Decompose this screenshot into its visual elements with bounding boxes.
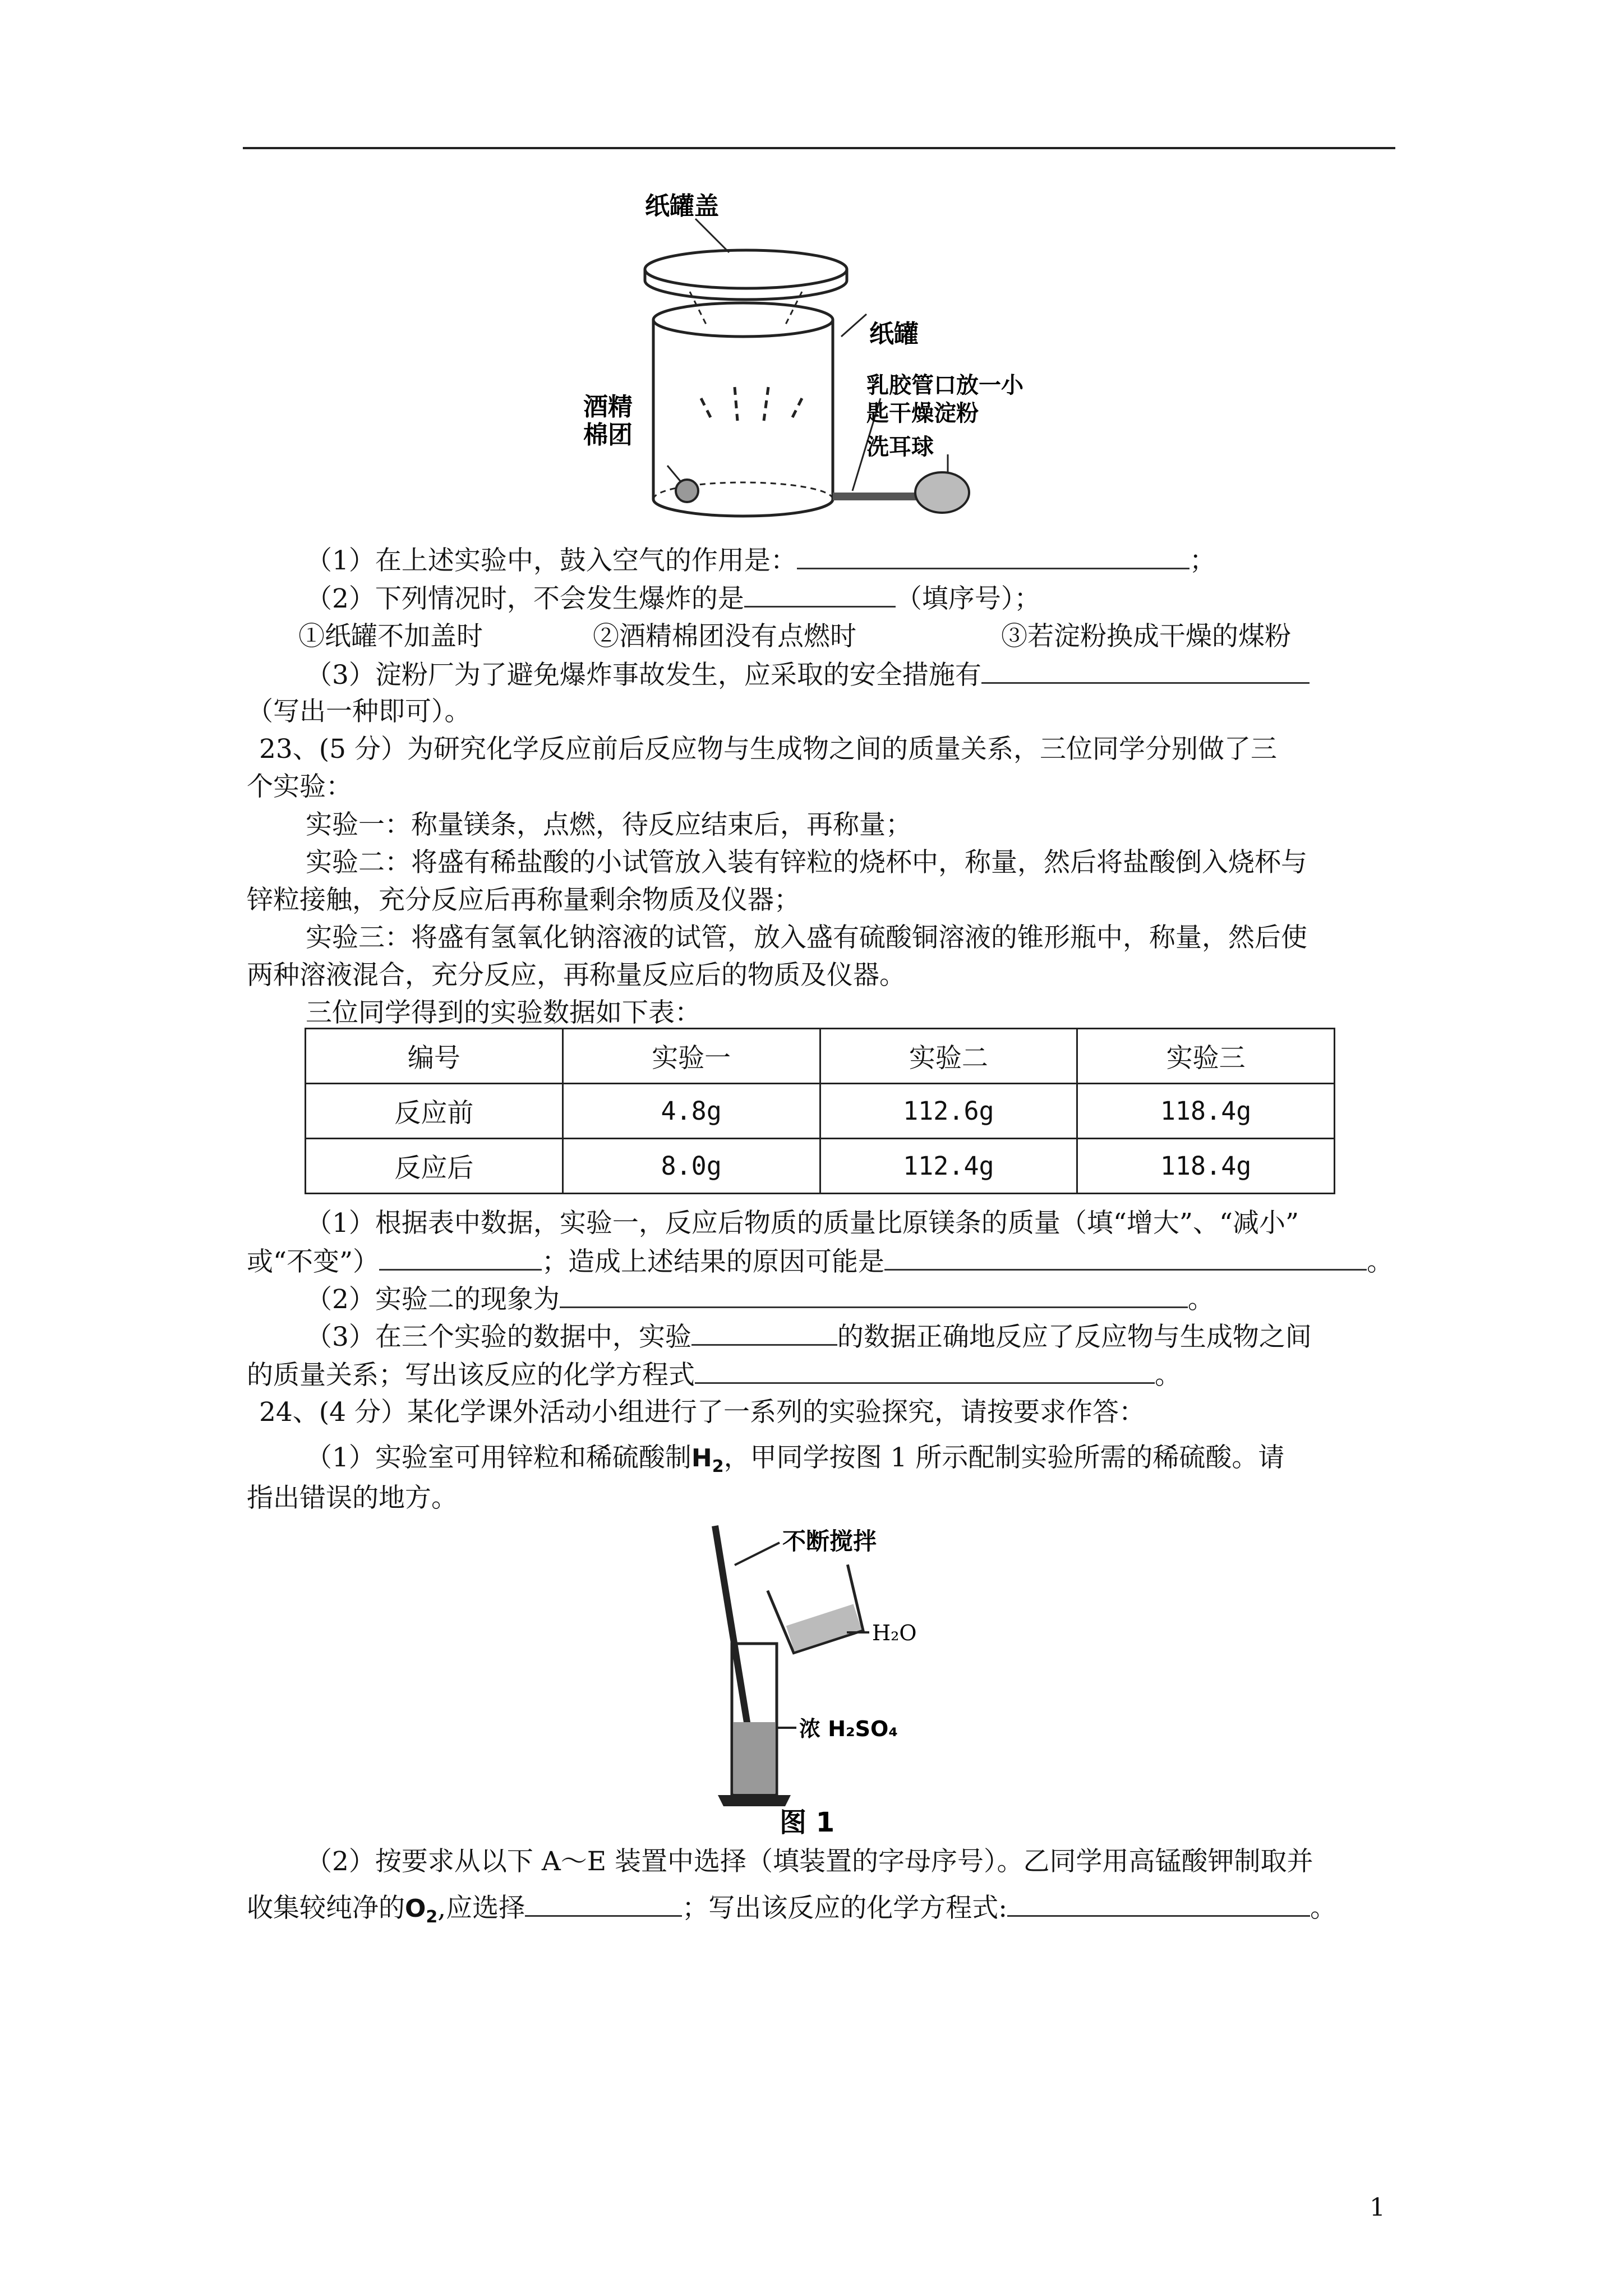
table-cell: 118.4g	[1077, 1084, 1335, 1139]
q23-table-intro: 三位同学得到的实验数据如下表：	[306, 997, 701, 1028]
bulb-label: 洗耳球	[866, 434, 934, 460]
water-label: H₂O	[872, 1621, 917, 1645]
table-cell: 8.0g	[562, 1139, 820, 1194]
can-label: 纸罐	[869, 320, 919, 348]
acid-dilution-figure	[701, 1520, 993, 1838]
experiment-data-table	[305, 1028, 1335, 1194]
can-lid	[645, 250, 847, 288]
table-cell: 反应后	[306, 1139, 563, 1194]
q23-part3-line2: 的质量关系；写出该反应的化学方程式 。	[247, 1358, 1181, 1393]
lid-label: 纸罐盖	[645, 192, 719, 220]
acid-label: 浓 H₂SO₄	[799, 1717, 898, 1741]
q22-option-2: ②酒精棉团没有点燃时	[593, 621, 856, 652]
q24-part1-line2: 指出错误的地方。	[247, 1483, 458, 1513]
table-cell: 112.6g	[820, 1084, 1077, 1139]
q22-option-1: ①纸罐不加盖时	[298, 621, 483, 652]
q22-part3-cont: （写出一种即可）。	[247, 696, 471, 727]
tube-label-line2: 匙干燥淀粉	[866, 401, 979, 426]
figure-caption: 图 1	[780, 1807, 835, 1838]
answer-blank[interactable]	[981, 657, 1310, 684]
q23-intro-line1: 23、(5 分）为研究化学反应前后反应物与生成物之间的质量关系，三位同学分别做了三	[259, 734, 1277, 765]
answer-blank[interactable]	[884, 1244, 1367, 1271]
answer-blank[interactable]	[797, 543, 1189, 569]
cotton-label-line1: 酒精	[583, 393, 633, 421]
ear-bulb	[915, 472, 969, 513]
table-header-cell: 实验一	[562, 1029, 820, 1084]
table-cell: 112.4g	[820, 1139, 1077, 1194]
q24-part2-line2: 收集较纯净的$O_2$,应选择 ；写出该反应的化学方程式: 。	[247, 1890, 1336, 1935]
q23-exp2-line1: 实验二：将盛有稀盐酸的小试管放入装有锌粒的烧杯中，称量，然后将盐酸倒入烧杯与	[306, 847, 1307, 878]
table-header-row	[306, 1029, 1335, 1084]
q22-part3: （3）淀粉厂为了避免爆炸事故发生，应采取的安全措施有	[306, 657, 1310, 693]
dust-explosion-figure	[583, 185, 1066, 544]
q23-exp3-line2: 两种溶液混合，充分反应，再称量反应后的物质及仪器。	[247, 960, 906, 991]
q22-option-3: ③若淀粉换成干燥的煤粉	[1001, 621, 1291, 652]
table-cell: 4.8g	[562, 1084, 820, 1139]
alcohol-cotton-ball	[676, 480, 698, 502]
stir-label: 不断搅拌	[782, 1527, 877, 1555]
answer-blank[interactable]	[695, 1358, 1155, 1384]
table-cell: 反应前	[306, 1084, 563, 1139]
q23-part3-line1: （3）在三个实验的数据中，实验 的数据正确地反应了反应物与生成物之间	[306, 1319, 1312, 1355]
table-cell: 118.4g	[1077, 1139, 1335, 1194]
cotton-label-line2: 棉团	[583, 421, 633, 449]
page-number: 1	[1370, 2193, 1385, 2222]
answer-blank[interactable]	[525, 1890, 682, 1917]
o2-formula: $O_2$	[405, 1894, 438, 1927]
q23-part1-line2: 或“不变”） ；造成上述结果的原因可能是 。	[247, 1244, 1393, 1280]
tube-label-line1: 乳胶管口放一小	[866, 372, 1023, 398]
q23-exp2-line2: 锌粒接触，充分反应后再称量剩余物质及仪器；	[247, 885, 800, 915]
q23-part2: （2）实验二的现象为 。	[306, 1282, 1214, 1317]
table-header-cell: 编号	[306, 1029, 563, 1084]
latex-tube	[833, 493, 917, 500]
q22-part2: （2）下列情况时，不会发生爆炸的是 （填序号）；	[306, 581, 1040, 616]
q23-exp1: 实验一：称量镁条，点燃，待反应结束后，再称量；	[306, 809, 912, 840]
header-rule	[243, 147, 1395, 149]
answer-blank[interactable]	[1007, 1890, 1310, 1917]
answer-blank[interactable]	[560, 1282, 1188, 1308]
answer-blank[interactable]	[691, 1319, 837, 1346]
q24-intro: 24、(4 分）某化学课外活动小组进行了一系列的实验探究，请按要求作答：	[259, 1397, 1145, 1428]
q24-part2-line1: （2）按要求从以下 A～E 装置中选择（填装置的字母序号）。乙同学用高锰酸钾制取并	[306, 1846, 1313, 1877]
q24-part1-line1: （1）实验室可用锌粒和稀硫酸制$H_2$，甲同学按图 1 所示配制实验所需的稀硫酸。请	[306, 1442, 1285, 1476]
q23-intro-line2: 个实验：	[247, 771, 352, 802]
table-header-cell: 实验二	[820, 1029, 1077, 1084]
answer-blank[interactable]	[379, 1244, 542, 1271]
table-row	[306, 1084, 1335, 1139]
table-row	[306, 1139, 1335, 1194]
answer-blank[interactable]	[744, 581, 896, 608]
q23-part1-line1: （1）根据表中数据，实验一，反应后物质的质量比原镁条的质量（填“增大”、“减小”	[306, 1208, 1299, 1239]
q23-exp3-line1: 实验三：将盛有氢氧化钠溶液的试管，放入盛有硫酸铜溶液的锥形瓶中，称量，然后使	[306, 922, 1307, 953]
q22-part1: （1）在上述实验中，鼓入空气的作用是： ；	[306, 543, 1216, 578]
table-header-cell: 实验三	[1077, 1029, 1335, 1084]
h2-formula: $H_2$	[691, 1444, 724, 1476]
